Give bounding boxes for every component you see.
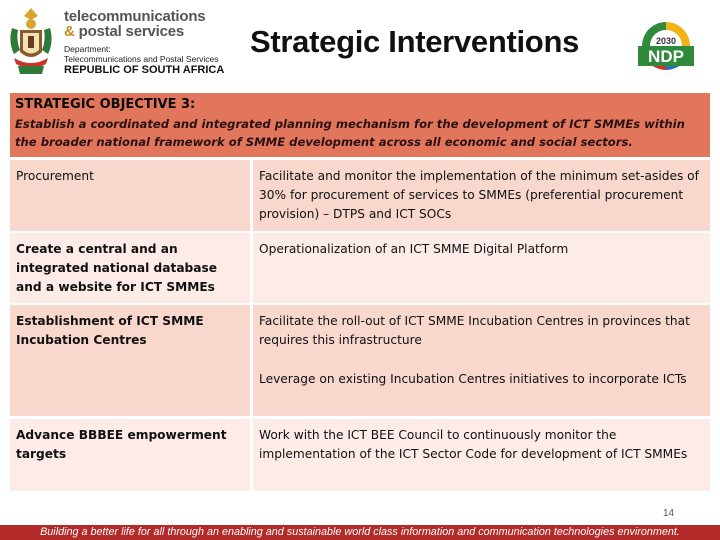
row-left-cell: Advance BBBEE empowerment targets [10, 419, 250, 491]
coat-of-arms-icon [4, 6, 58, 78]
department-name-line2-text: postal services [78, 23, 185, 40]
page-number: 14 [663, 508, 675, 519]
row-left-cell: Establishment of ICT SMME Incubation Centres [10, 305, 250, 416]
table-row [10, 305, 710, 416]
table-row [10, 419, 710, 491]
table-row [10, 233, 710, 303]
ndp-logo-text: NDP [648, 47, 684, 66]
country-name: REPUBLIC OF SOUTH AFRICA [64, 64, 225, 76]
row-right-cell [253, 160, 710, 231]
row-right-cell [253, 305, 710, 416]
department-logo [4, 4, 225, 84]
row-right-text: Facilitate the roll-out of ICT SMME Incubation Centres in provinces that requires this infrastructure [259, 314, 690, 347]
objective-heading: STRATEGIC OBJECTIVE 3: [15, 97, 196, 112]
row-right-text: Operationalization of an ICT SMME Digital Platform [259, 242, 569, 256]
footer-tagline: Building a better life for all through an enabling and sustainable world class information and communication technologies environment. [40, 526, 680, 538]
ndp-logo-year: 2030 [655, 36, 677, 46]
row-right-text: Work with the ICT BEE Council to continuously monitor the implementation of the ICT Sector Code for development of ICT SMMEs [259, 428, 688, 461]
row-right-cell [253, 233, 710, 303]
footer-bar [0, 525, 720, 540]
table-row [10, 160, 710, 231]
row-right-text: Leverage on existing Incubation Centres initiatives to incorporate ICTs [259, 372, 687, 386]
department-name-line1: telecommunications [64, 8, 206, 25]
objective-description: Establish a coordinated and integrated planning mechanism for the development of ICT SMMEs within the broader national framework of SMME development across all economic and social sectors. [15, 117, 685, 149]
page-title: Strategic Interventions [250, 24, 580, 59]
row-right-text: Facilitate and monitor the implementation of the minimum set-asides of 30% for procurement of services to SMMEs (preferential procurement provision) – DTPS and ICT SOCs [259, 169, 699, 221]
department-name-line2 [64, 23, 184, 40]
row-left-cell: Create a central and an integrated national database and a website for ICT SMMEs [10, 233, 250, 303]
ndp-2030-logo-icon [634, 16, 698, 76]
department-full-name: Telecommunications and Postal Services [64, 54, 219, 64]
department-label: Department: [64, 44, 111, 54]
row-left-cell: Procurement [10, 160, 250, 231]
ampersand: & [64, 23, 79, 40]
row-right-cell [253, 419, 710, 491]
strategic-objective-banner [10, 93, 710, 157]
